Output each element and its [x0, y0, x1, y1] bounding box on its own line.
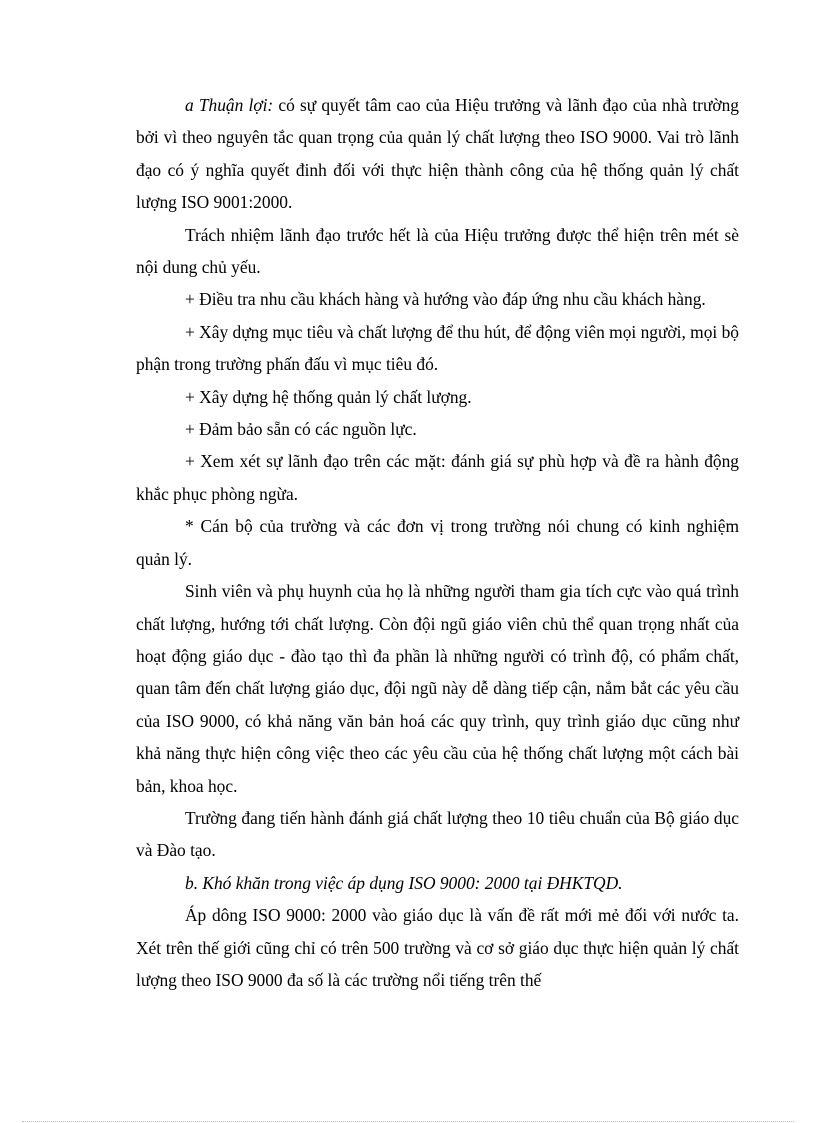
paragraph-difficulties: Áp dông ISO 9000: 2000 vào giáo dục là vấn đề rất mới mẻ đối với nước ta. Xét trên thế giới cũng chỉ có trên 500 trường và cơ sở giáo dục thực hiện quản lý chất lượng theo ISO 9000 đa số là các trường nổi tiếng trên thế [136, 905, 739, 990]
list-item-quality-system: + Xây dựng hệ thống quản lý chất lượng. [185, 386, 472, 407]
list-item-leadership-review: + Xem xét sự lãnh đạo trên các mặt: đánh giá sự phù hợp và đề ra hành động khắc phục phòng ngừa. [136, 451, 739, 504]
list-item-resources: + Đảm bảo sẵn có các nguồn lực. [185, 419, 417, 440]
page-content [136, 89, 739, 996]
paragraph-students-teachers: Sinh viên và phụ huynh của họ là những người tham gia tích cực vào quá trình chất lượng, hướng tới chất lượng. Còn đội ngũ giáo viên chủ thể quan trọng nhất của hoạt động giáo dục - đào tạo thì đa phần là những người có trình độ, có phẩm chất, quan tâm đến chất lượng giáo dục, đội ngũ này dễ dàng tiếp cận, nắm bắt các yêu cầu của ISO 9000, có khả năng văn bản hoá các quy trình, quy trình giáo dục cũng như khả năng thực hiện công việc theo các yêu cầu của hệ thống chất lượng một cách bài bản, khoa học. [136, 581, 739, 796]
page-bottom-divider [22, 1121, 794, 1122]
advantages-heading: a Thuận lợi: [185, 95, 274, 115]
paragraph-advantages [136, 89, 739, 219]
advantages-text: có sự quyết tâm cao của Hiệu trưởng và lãnh đạo của nhà trường bởi vì theo nguyên tắc quan trọng của quản lý chất lượng theo ISO 9000. Vai trò lãnh đạo có ý nghĩa quyết đinh đối với thực hiện thành công của hệ thống quản lý chất lượng ISO 9001:2000. [136, 95, 739, 213]
paragraph-leadership-responsibility: Trách nhiệm lãnh đạo trước hết là của Hiệu trưởng được thể hiện trên mét sè nội dung chủ yếu. [136, 224, 739, 278]
paragraph-evaluation: Trường đang tiến hành đánh giá chất lượng theo 10 tiêu chuẩn của Bộ giáo dục và Đào tạo. [136, 807, 739, 861]
paragraph-staff-experience: * Cán bộ của trường và các đơn vị trong trường nói chung có kinh nghiệm quản lý. [136, 516, 739, 569]
list-item-quality-objectives: + Xây dựng mục tiêu và chất lượng để thu hút, để động viên mọi người, mọi bộ phận trong trường phấn đấu vì mục tiêu đó. [136, 321, 739, 375]
list-item-customer-needs: + Điều tra nhu cầu khách hàng và hướng vào đáp ứng nhu cầu khách hàng. [185, 289, 706, 310]
difficulties-heading: b. Khó khăn trong việc áp dụng ISO 9000: 2000 tại ĐHKTQD. [185, 872, 623, 893]
